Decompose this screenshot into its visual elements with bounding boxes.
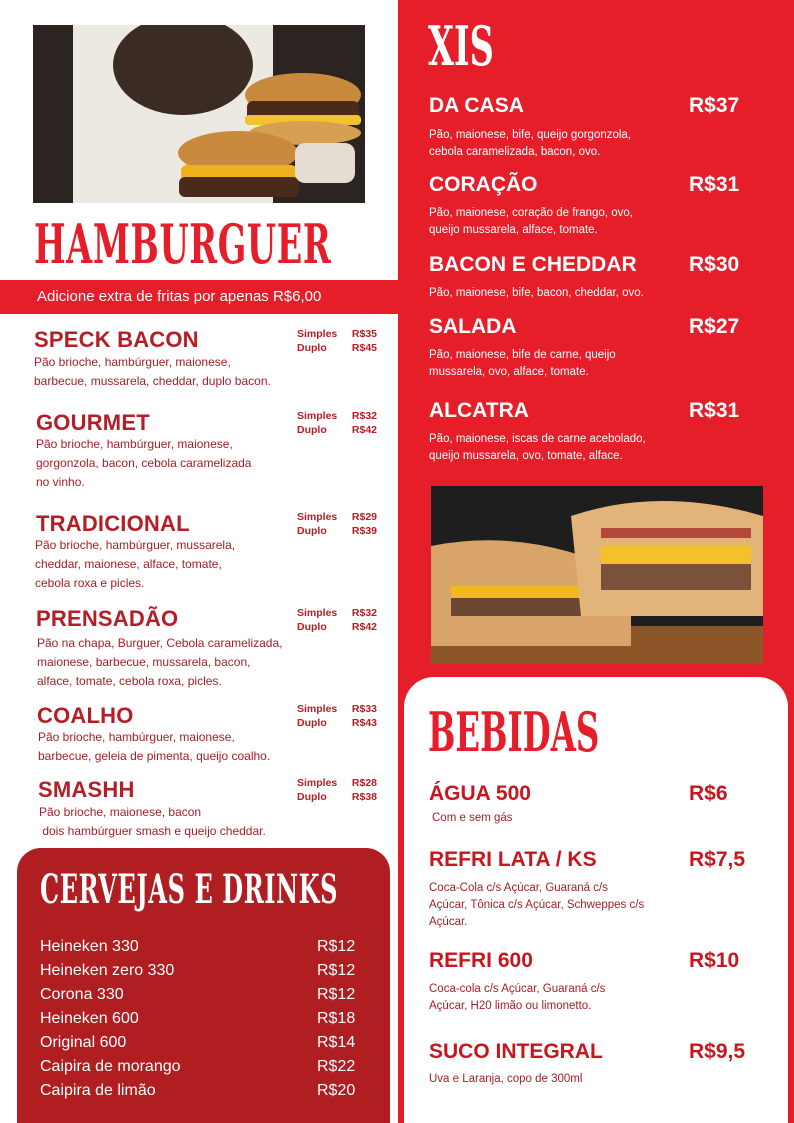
burger-name: SPECK BACON [34, 327, 199, 352]
bebida-price: R$9,5 [689, 1040, 746, 1063]
burger-prices: Simples R$29 Duplo R$39 [297, 511, 377, 537]
burger-desc: Pão brioche, maionese, bacon dois hambúrguer smash e queijo cheddar. [39, 805, 266, 838]
xis-desc: Pão, maionese, bife, bacon, cheddar, ovo. [429, 287, 644, 299]
drink-row: Caipira de morango R$22 [40, 1058, 356, 1075]
xis-desc: Pão, maionese, bife de carne, queijo mussarela, ovo, alface, tomate. [429, 349, 616, 378]
fries-extra-banner: Adicione extra de fritas por apenas R$6,00 [0, 280, 398, 314]
bebida-name: REFRI 600 [429, 949, 533, 972]
bebida-name: ÁGUA 500 [429, 782, 531, 805]
burger-prices: Simples R$32 Duplo R$42 [297, 410, 377, 436]
xis-price: R$30 [689, 253, 740, 276]
hamburguer-title: HAMBURGUER [34, 212, 332, 276]
bebida-desc: Uva e Laranja, copo de 300ml [429, 1073, 583, 1085]
drink-row: Original 600 R$14 [40, 1034, 356, 1051]
bebida-desc: Coca-cola c/s Açúcar, Guaraná c/s Açúcar, H20 limão ou limonetto. [429, 983, 606, 1012]
burger-desc: Pão brioche, hambúrguer, maionese, barbecue, mussarela, cheddar, duplo bacon. [34, 355, 271, 388]
burger-photo [33, 25, 365, 203]
bebida-price: R$7,5 [689, 848, 746, 871]
burger-prices: Simples R$28 Duplo R$38 [297, 777, 377, 803]
bebida-name: REFRI LATA / KS [429, 848, 597, 871]
cervejas-title: CERVEJAS E DRINKS [40, 866, 339, 913]
drink-row: Corona 330 R$12 [40, 986, 356, 1003]
xis-price: R$31 [689, 399, 740, 422]
burger-name: TRADICIONAL [36, 511, 190, 536]
drink-row: Heineken 330 R$12 [40, 938, 356, 955]
bebida-desc: Coca-Cola c/s Açúcar, Guaraná c/s Açúcar, Tônica c/s Açúcar, Schweppes c/s Açúcar. [429, 882, 645, 928]
xis-price: R$31 [689, 173, 740, 196]
burger-name: GOURMET [36, 410, 150, 435]
bebida-price: R$6 [689, 782, 728, 805]
xis-desc: Pão, maionese, coração de frango, ovo, queijo mussarela, alface, tomate. [429, 207, 633, 236]
xis-desc: Pão, maionese, iscas de carne acebolado, queijo mussarela, ovo, tomate, alface. [429, 433, 646, 462]
burger-prices: Simples R$33 Duplo R$43 [297, 703, 377, 729]
burger-name: COALHO [37, 703, 134, 728]
burger-desc: Pão na chapa, Burguer, Cebola caramelizada, maionese, barbecue, mussarela, bacon, alface, tomate, cebola roxa, picles. [37, 636, 283, 688]
burger-prices: Simples R$35 Duplo R$45 [297, 328, 377, 354]
burger-name: PRENSADÃO [36, 606, 179, 631]
bebida-price: R$10 [689, 949, 740, 972]
xis-price: R$37 [689, 94, 740, 117]
burger-desc: Pão brioche, hambúrguer, maionese, barbecue, geleia de pimenta, queijo coalho. [38, 730, 271, 763]
drink-row: Heineken zero 330 R$12 [40, 962, 356, 979]
xis-desc: Pão, maionese, bife, queijo gorgonzola, cebola caramelizada, bacon, ovo. [429, 129, 632, 158]
drink-row: Heineken 600 R$18 [40, 1010, 356, 1027]
xis-sandwich-photo [431, 486, 763, 664]
xis-name: ALCATRA [429, 399, 529, 422]
burger-desc: Pão brioche, hambúrguer, mussarela, cheddar, maionese, alface, tomate, cebola roxa e picles. [35, 538, 236, 590]
xis-name: BACON E CHEDDAR [429, 253, 637, 276]
xis-name: SALADA [429, 315, 517, 338]
bebida-desc: Com e sem gás [432, 812, 513, 824]
xis-price: R$27 [689, 315, 740, 338]
burger-name: SMASHH [38, 777, 135, 802]
bebida-name: SUCO INTEGRAL [429, 1040, 603, 1063]
bebidas-title: BEBIDAS [428, 700, 600, 764]
xis-name: CORAÇÃO [429, 173, 538, 196]
burger-desc: Pão brioche, hambúrguer, maionese, gorgonzola, bacon, cebola caramelizada no vinho. [36, 437, 252, 489]
xis-name: DA CASA [429, 94, 524, 117]
burger-prices: Simples R$32 Duplo R$42 [297, 607, 377, 633]
drink-row: Caipira de limão R$20 [40, 1082, 356, 1099]
xis-title: XIS [428, 14, 494, 78]
